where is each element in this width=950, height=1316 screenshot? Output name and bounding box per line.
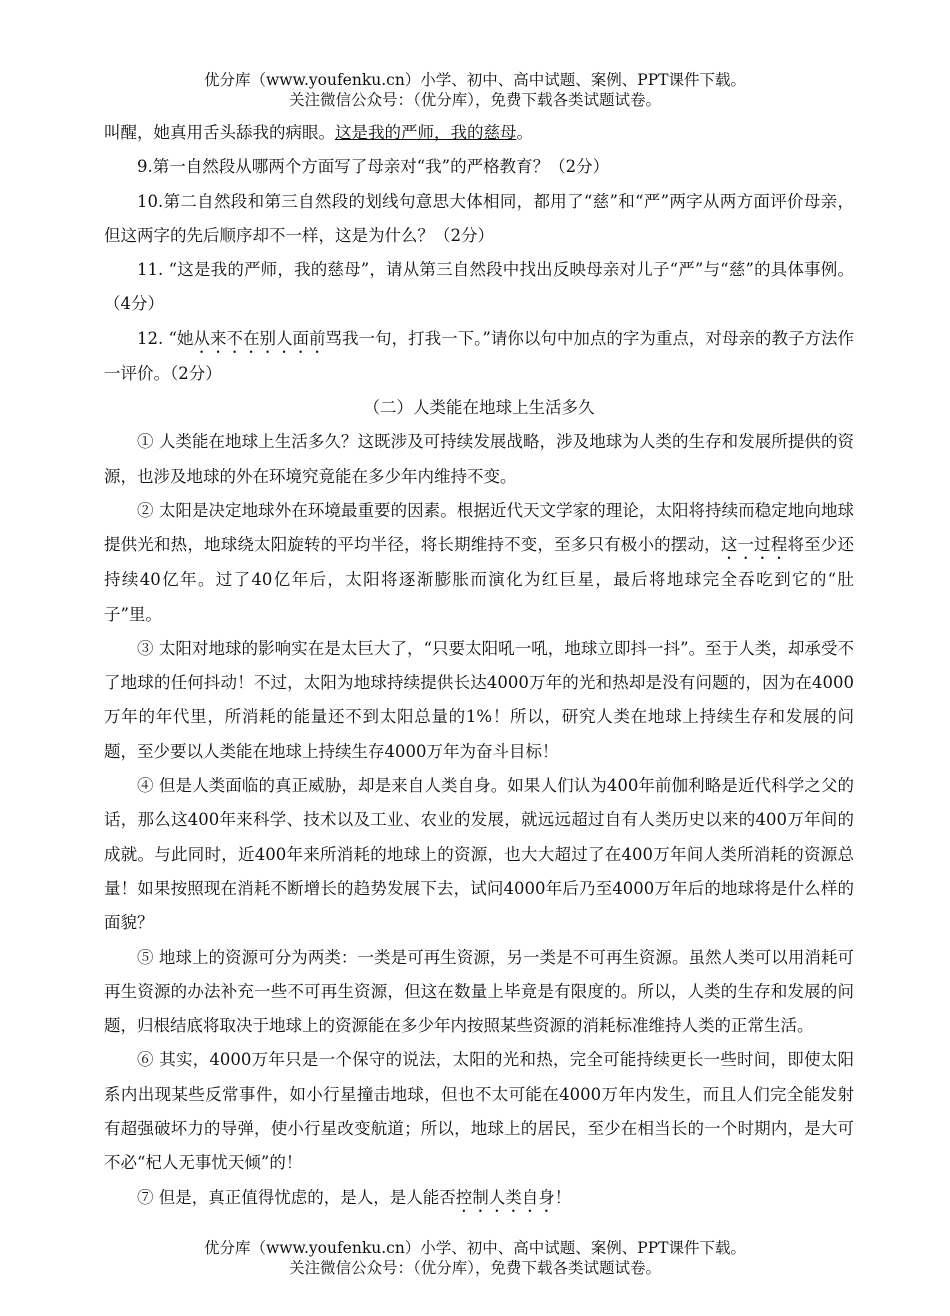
paragraph-4: ④ 但是人类面临的真正威胁，却是来自人类自身。如果人们认为400年前伽利略是近代科学之父的话，那么这400年来科学、技术以及工业、农业的发展，就远远超过自有人类历史以来的400万年间的成就。与此同时，近400年来所消耗的地球上的资源，也大大超过了在400万年间人类所消耗的资源总量！如果按照现在消耗不断增长的趋势发展下去，试问4000年后乃至4000万年后的地球将是什么样的面貌？ (104, 776, 854, 933)
dotted-phrase: 控制人类自身 (455, 1187, 555, 1207)
question-11: 11. “这是我的严师，我的慈母”，请从第三自然段中找出反映母亲对儿子“严”与“慈”的具体事例。（4分） (104, 260, 854, 314)
passage1-tail: 叫醒，她真用舌头舔我的病眼。这是我的严师，我的慈母。 (104, 123, 533, 142)
paragraph-3: ③ 太阳对地球的影响实在是太巨大了，“只要太阳吼一吼，地球立即抖一抖”。至于人类，却承受不了地球的任何抖动！不过，太阳为地球持续提供长达4000万年的光和热却是没有问题的，因为在4000万年的年代里，所消耗的能量还不到太阳总量的1%！所以，研究人类在地球上持续生存和发展的问题，至少要以人类能在地球上持续生存4000万年为奋斗目标！ (104, 638, 854, 761)
header-line-1: 优分库（www.youfenku.cn）小学、初中、高中试题、案例、PPT课件下载。 (203, 71, 747, 89)
paragraph-5: ⑤ 地球上的资源可分为两类：一类是可再生资源，另一类是不可再生资源。虽然人类可以用消耗可再生资源的办法补充一些不可再生资源，但这在数量上毕竟是有限度的。所以，人类的生存和发展的问题，归根结底将取决于地球上的资源能在多少年内按照某些资源的消耗标准维持人类的正常生活。 (104, 947, 854, 1036)
dotted-phrase: 从来不在别人面前 (193, 328, 326, 348)
header-line-2: 关注微信公众号：（优分库），免费下载各类试题试卷。 (288, 91, 661, 109)
question-10: 10.第二自然段和第三自然段的划线句意思大体相同，都用了“慈”和“严”两字从两方面评价母亲，但这两字的先后顺序却不一样，这是为什么？（2分） (104, 191, 854, 245)
paragraph-6: ⑥ 其实，4000万年只是一个保守的说法，太阳的光和热，完全可能持续更长一些时间，即使太阳系内出现某些反常事件，如小行星撞击地球，但也不太可能在4000万年内发生，而且人们完全能发射有超强破坏力的导弹，使小行星改变航道；所以，地球上的居民，至少在相当长的一个时期内，是大可不必“杞人无事忧天倾”的！ (104, 1050, 854, 1173)
paragraph-7: ⑦ 但是，真正值得忧虑的，是人，是人能否控制人类自身！ (137, 1187, 572, 1207)
paragraph-1: ① 人类能在地球上生活多久？这既涉及可持续发展战略，涉及地球为人类的生存和发展所提供的资源，也涉及地球的外在环境究竟能在多少年内维持不变。 (104, 432, 854, 486)
footer-line-1: 优分库（www.youfenku.cn）小学、初中、高中试题、案例、PPT课件下载。 (203, 1239, 747, 1257)
page-footer (0, 1238, 950, 1278)
question-9: 9.第一自然段从哪两个方面写了母亲对“我”的严格教育？（2分） (137, 157, 610, 177)
document-body (104, 116, 854, 1216)
underlined-sentence: 这是我的严师，我的慈母 (335, 123, 517, 142)
paragraph-2: ② 太阳是决定地球外在环境最重要的因素。根据近代天文学家的理论，太阳将持续而稳定地向地球提供光和热，地球绕太阳旋转的平均半径，将长期维持不变，至多只有极小的摆动，这一过程将至少还持续40亿年。过了40亿年后，太阳将逐渐膨胀而演化为红巨星，最后将地球完全吞吃到它的“肚子”里。 (104, 500, 855, 624)
footer-line-2: 关注微信公众号：（优分库），免费下载各类试题试卷。 (288, 1259, 661, 1277)
question-12: 12. “她从来不在别人面前骂我一句，打我一下。”请你以句中加点的字为重点，对母亲的教子方法作一评价。（2分） (104, 328, 855, 383)
dotted-phrase: 这一过程 (720, 535, 788, 555)
section-title: （二）人类能在地球上生活多久 (363, 398, 595, 418)
page-header (0, 70, 950, 110)
